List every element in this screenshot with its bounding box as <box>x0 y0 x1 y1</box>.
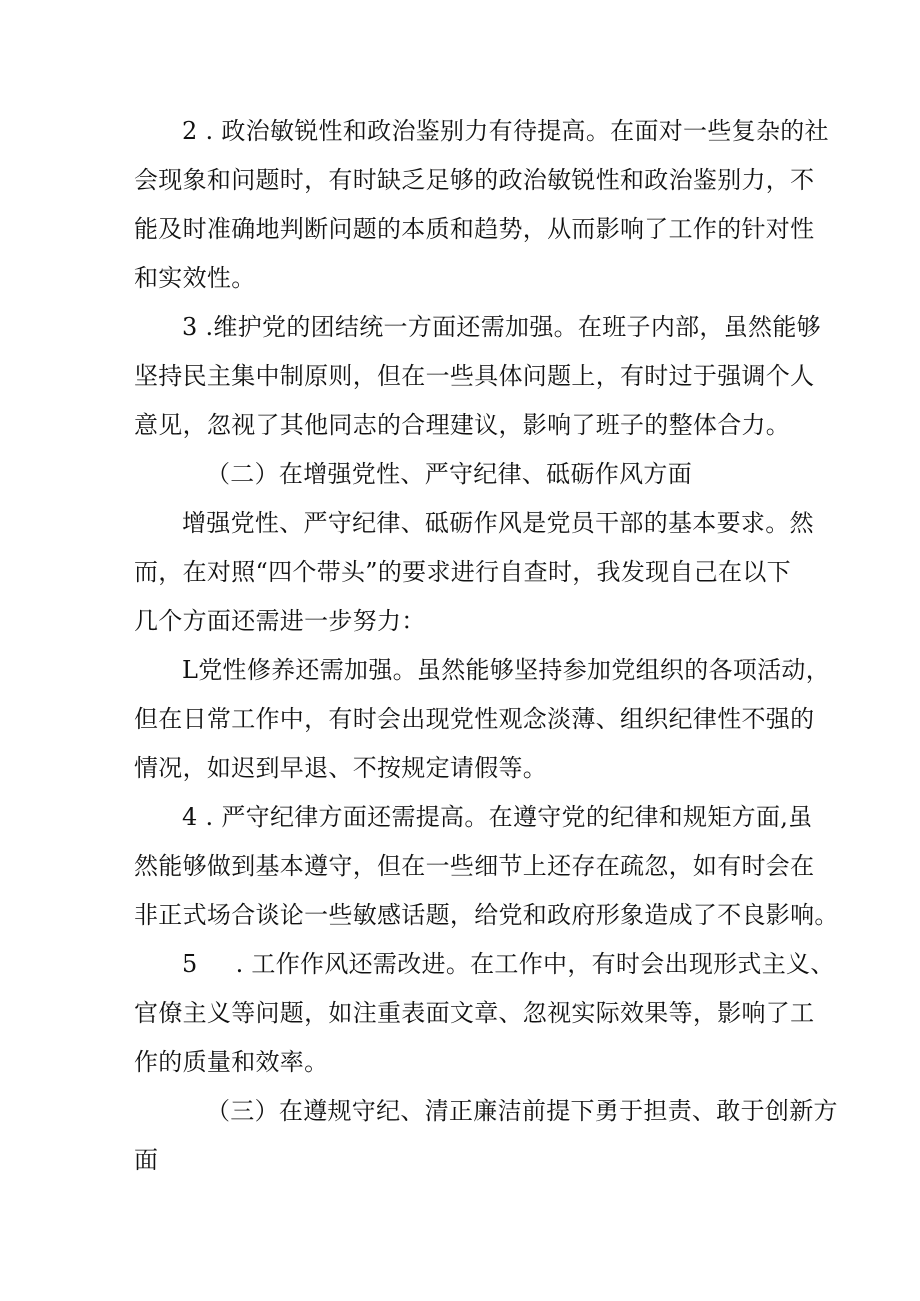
text-line: L党性修养还需加强。虽然能够坚持参加党组织的各项活动， <box>182 656 831 684</box>
text-line: 坚持民主集中制原则，但在一些具体问题上，有时过于强调个人 <box>134 362 815 390</box>
text-line: 2 . 政治敏锐性和政治鉴别力有待提高。在面对一些复杂的社 <box>182 117 829 145</box>
item-number: 5 <box>182 950 198 978</box>
text-line: 增强党性、严守纪律、砥砺作风是党员干部的基本要求。然 <box>182 509 814 537</box>
text-line: 3 .维护党的团结统一方面还需加强。在班子内部，虽然能够 <box>182 313 821 341</box>
text-line: 能及时准确地判断问题的本质和趋势，从而影响了工作的针对性 <box>134 215 815 243</box>
text-line: 但在日常工作中，有时会出现党性观念淡薄、组织纪律性不强的 <box>134 705 815 733</box>
text-line: 意见，忽视了其他同志的合理建议，影响了班子的整体合力。 <box>134 411 791 439</box>
text-line: 然能够做到基本遵守，但在一些细节上还存在疏忽，如有时会在 <box>134 852 815 880</box>
section-heading: （三）在遵规守纪、清正廉洁前提下勇于担责、敢于创新方 <box>206 1097 838 1125</box>
text-line: 作的质量和效率。 <box>134 1048 329 1076</box>
text-line: 和实效性。 <box>134 264 256 292</box>
item-text: . 工作作风还需改进。在工作中，有时会出现形式主义、 <box>235 950 835 978</box>
text-line <box>182 949 835 979</box>
text-line: 而，在对照“四个带头”的要求进行自查时，我发现自己在以下 <box>134 558 791 586</box>
text-line: 情况，如迟到早退、不按规定请假等。 <box>134 754 548 782</box>
text-line: 几个方面还需进一步努力： <box>134 607 426 635</box>
text-line: 官僚主义等问题，如注重表面文章、忽视实际效果等，影响了工 <box>134 999 815 1027</box>
section-heading-continuation: 面 <box>134 1146 159 1174</box>
text-line: 4 . 严守纪律方面还需提高。在遵守党的纪律和规矩方面,虽 <box>182 803 813 831</box>
section-heading: （二）在增强党性、严守纪律、砥砺作风方面 <box>206 460 692 488</box>
text-line: 非正式场合谈论一些敏感话题，给党和政府形象造成了不良影响。 <box>134 901 839 929</box>
text-line: 会现象和问题时，有时缺乏足够的政治敏锐性和政治鉴别力，不 <box>134 166 815 194</box>
